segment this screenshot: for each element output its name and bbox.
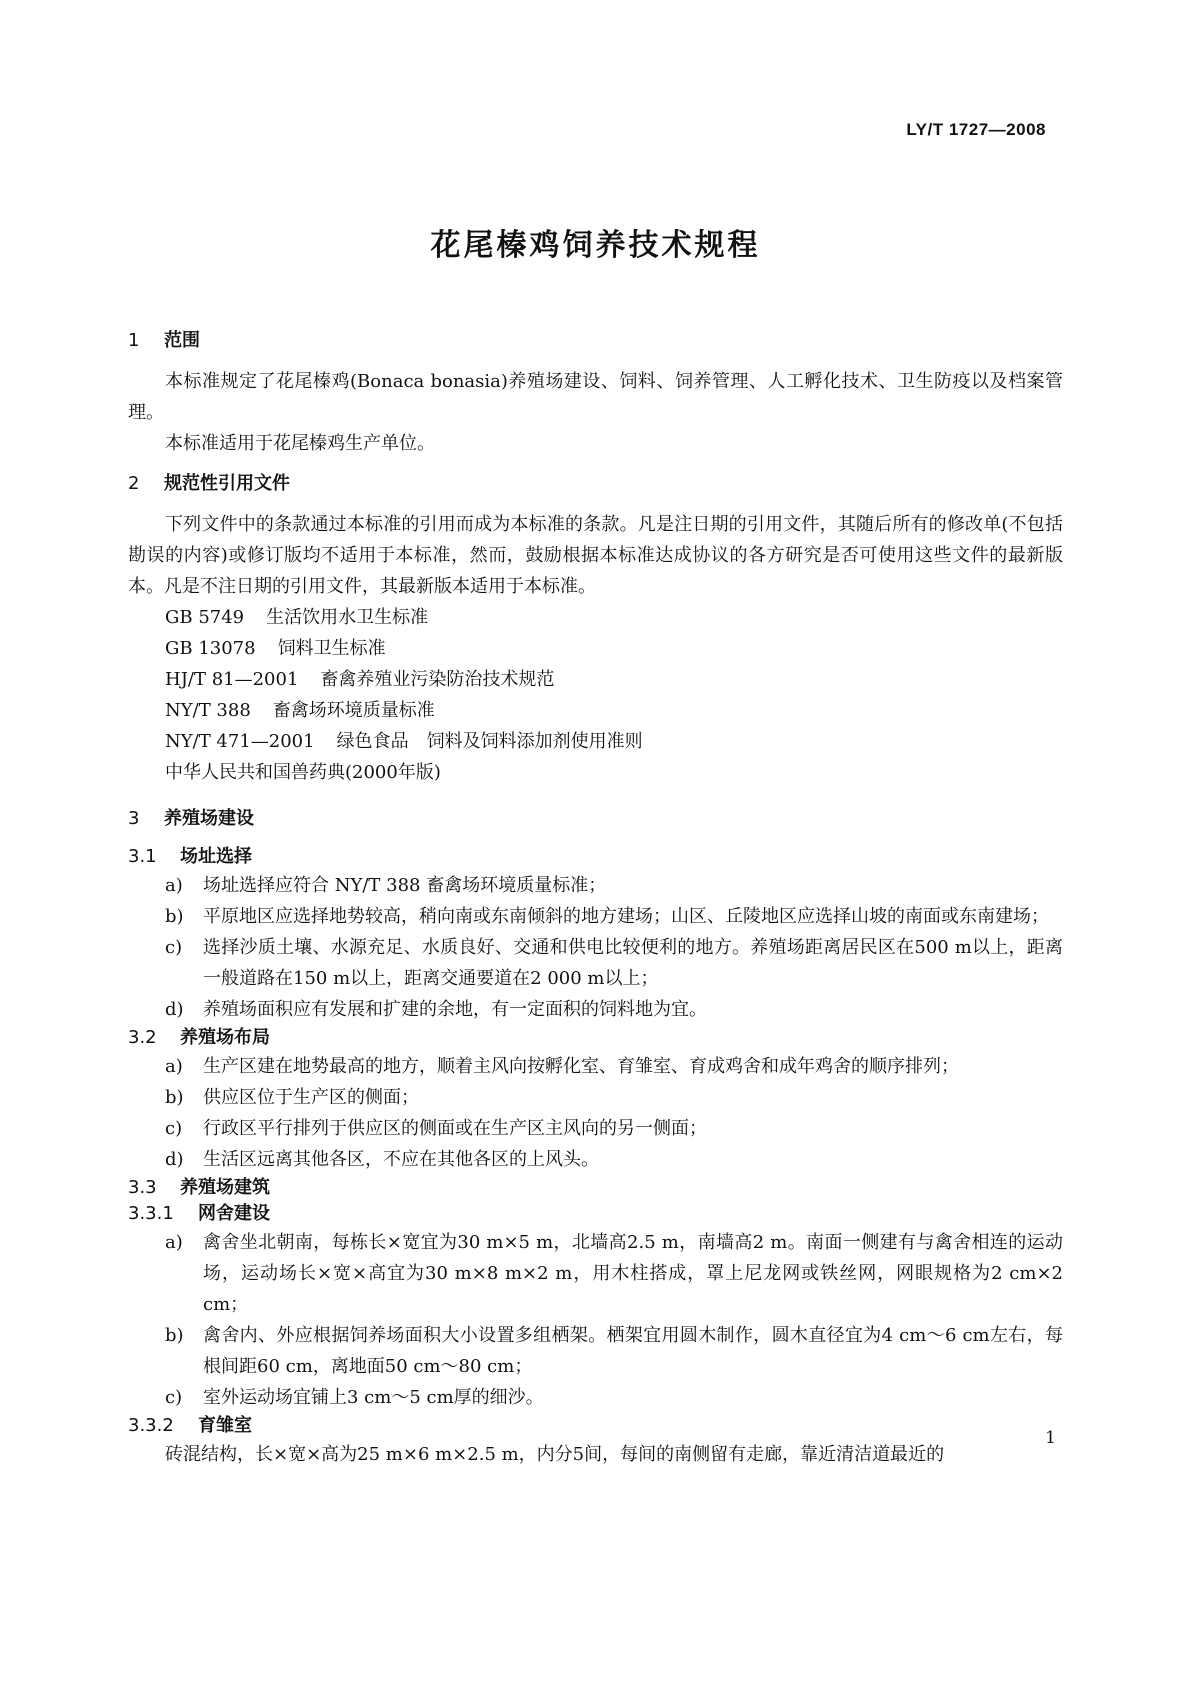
reference-name: 畜禽场环境质量标准 [272, 700, 435, 721]
section-number: 3 [128, 808, 140, 829]
list-item [128, 1227, 1063, 1320]
paragraph: 下列文件中的条款通过本标准的引用而成为本标准的条款。凡是注日期的引用文件，其随后所有的修改单(不包括勘误的内容)或修订版均不适用于本标准，然而，鼓励根据本标准达成协议的各方研究是否可使用这些文件的最新版本。凡是不注日期的引用文件，其最新版本适用于本标准。 [128, 514, 1063, 597]
item-label: a) [165, 875, 183, 896]
subsection-number: 3.3.2 [128, 1415, 174, 1436]
reference-name: 饲料卫生标准 [277, 638, 386, 659]
list-item [128, 1113, 1063, 1144]
item-text: 室外运动场宜铺上3 cm～5 cm厚的细沙。 [203, 1387, 544, 1408]
item-text: 生活区远离其他各区，不应在其他各区的上风头。 [203, 1149, 599, 1170]
paragraph: 本标准规定了花尾榛鸡(Bonaca bonasia)养殖场建设、饲料、饲养管理、人工孵化技术、卫生防疫以及档案管理。 [128, 371, 1063, 423]
item-text: 选择沙质土壤、水源充足、水质良好、交通和供电比较便利的地方。养殖场距离居民区在500 m以上，距离一般道路在150 m以上，距离交通要道在2 000 m以上； [203, 937, 1063, 989]
subsection-3-3-heading [128, 1175, 1063, 1201]
list-item [128, 1082, 1063, 1113]
item-label: b) [165, 906, 184, 927]
section-number: 1 [128, 330, 140, 351]
subsection-title: 养殖场布局 [180, 1027, 270, 1048]
standard-code: LY/T 1727—2008 [906, 120, 1046, 139]
reference-code: GB 5749 [165, 607, 245, 628]
section-number: 2 [128, 473, 140, 494]
section-title: 规范性引用文件 [164, 473, 290, 494]
item-label: a) [165, 1056, 183, 1077]
list-item [128, 1144, 1063, 1175]
reference-name: 绿色食品 饲料及饲料添加剂使用准则 [336, 731, 643, 752]
page-number: 1 [1045, 1428, 1056, 1448]
subsection-title: 网舍建设 [198, 1203, 270, 1224]
reference-name: 生活饮用水卫生标准 [266, 607, 429, 628]
subsection-3-3-1-heading [128, 1201, 1063, 1227]
reference-code: NY/T 471—2001 [165, 731, 315, 752]
section-1-heading [128, 328, 1063, 354]
subsection-3-3-2-heading [128, 1413, 1063, 1439]
subsection-title: 育雏室 [198, 1415, 252, 1436]
subsection-number: 3.3.1 [128, 1203, 174, 1224]
section-title: 范围 [164, 330, 200, 351]
item-text: 养殖场面积应有发展和扩建的余地，有一定面积的饲料地为宜。 [203, 999, 707, 1020]
reference-code: HJ/T 81—2001 [165, 669, 299, 690]
reference-code: GB 13078 [165, 638, 256, 659]
subsection-3-2-heading [128, 1025, 1063, 1051]
item-label: b) [165, 1325, 184, 1346]
subsection-title: 养殖场建筑 [180, 1177, 270, 1198]
list-item [128, 932, 1063, 994]
reference-item [128, 726, 1063, 757]
reference-item [128, 633, 1063, 664]
item-label: d) [165, 999, 184, 1020]
subsection-number: 3.3 [128, 1177, 157, 1198]
item-label: a) [165, 1232, 183, 1253]
paragraph: 本标准适用于花尾榛鸡生产单位。 [165, 433, 435, 454]
document-body [128, 328, 1063, 1470]
item-text: 禽舍内、外应根据饲养场面积大小设置多组栖架。栖架宜用圆木制作，圆木直径宜为4 cm～6 cm左右，每根间距60 cm，离地面50 cm～80 cm； [203, 1325, 1063, 1377]
item-label: d) [165, 1149, 184, 1170]
list-item [128, 1051, 1063, 1082]
reference-item: 中华人民共和国兽药典(2000年版) [165, 762, 441, 783]
item-text: 生产区建在地势最高的地方，顺着主风向按孵化室、育雏室、育成鸡舍和成年鸡舍的顺序排列； [203, 1056, 959, 1077]
list-item [128, 1320, 1063, 1382]
reference-item [128, 664, 1063, 695]
list-item [128, 1382, 1063, 1413]
item-label: c) [165, 1118, 183, 1139]
list-item [128, 994, 1063, 1025]
reference-code: NY/T 388 [165, 700, 251, 721]
subsection-title: 场址选择 [180, 846, 252, 867]
list-item [128, 870, 1063, 901]
item-text: 供应区位于生产区的侧面； [203, 1087, 419, 1108]
item-text: 平原地区应选择地势较高，稍向南或东南倾斜的地方建场；山区、丘陵地区应选择山坡的南面或东南建场； [203, 906, 1049, 927]
paragraph: 砖混结构，长×宽×高为25 m×6 m×2.5 m，内分5间，每间的南侧留有走廊，靠近清洁道最近的 [165, 1444, 945, 1465]
item-label: c) [165, 937, 183, 958]
list-item [128, 901, 1063, 932]
item-text: 场址选择应符合 NY/T 388 畜禽场环境质量标准； [203, 875, 607, 896]
section-title: 养殖场建设 [164, 808, 254, 829]
reference-item [128, 602, 1063, 633]
subsection-number: 3.1 [128, 846, 157, 867]
section-2-heading [128, 471, 1063, 497]
section-3-heading [128, 806, 1063, 832]
reference-name: 畜禽养殖业污染防治技术规范 [320, 669, 555, 690]
item-label: b) [165, 1087, 184, 1108]
subsection-number: 3.2 [128, 1027, 157, 1048]
reference-item [128, 695, 1063, 726]
page-title: 花尾榛鸡饲养技术规程 [430, 228, 761, 263]
item-label: c) [165, 1387, 183, 1408]
item-text: 禽舍坐北朝南，每栋长×宽宜为30 m×5 m，北墙高2.5 m，南墙高2 m。南面一侧建有与禽舍相连的运动场，运动场长×宽×高宜为30 m×8 m×2 m，用木柱搭成，罩上尼龙网或铁丝网，网眼规格为2 cm×2 cm； [203, 1232, 1063, 1315]
subsection-3-1-heading [128, 844, 1063, 870]
item-text: 行政区平行排列于供应区的侧面或在生产区主风向的另一侧面； [203, 1118, 707, 1139]
